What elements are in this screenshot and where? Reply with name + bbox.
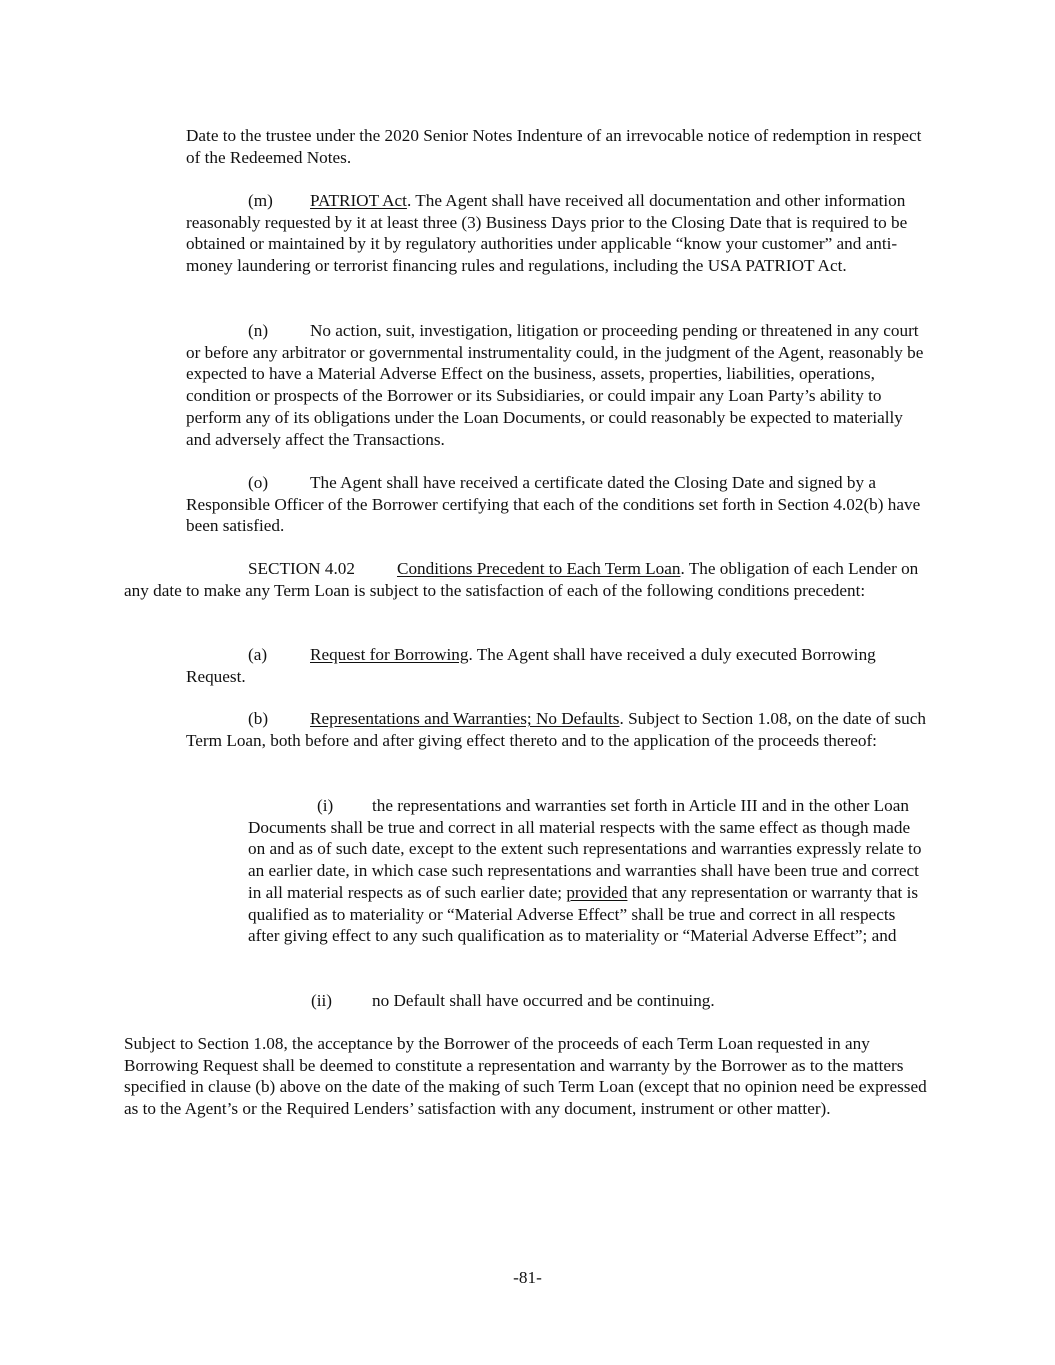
paragraph-m: (m) PATRIOT Act. The Agent shall have received all documentation and other information reasonably requested by it at least three (3) Business Days prior to the Closing Date that is required to be obtained or maintained by it by regulatory authorities under applicable “know your customer” and anti-money laundering or terrorist financing rules and regulations, including the USA PATRIOT Act. — [186, 191, 908, 276]
clause-label-i: (i) — [317, 796, 334, 815]
proviso: provided — [566, 882, 628, 902]
heading-representations-warranties: Representations and Warranties; No Defaults — [310, 709, 620, 728]
section-label: SECTION 4.02 — [248, 559, 355, 578]
subclause-i: (i) the representations and warranties set forth in Article III and in the other Loan Documents shall be true and correct in all material respects with the same effect as though made on and as of such date, except to the extent such representations and warranties expressly relate to an earlier date, in which case such representations and warranties shall have been true and correct in all material respects as of such earlier date; provided that any representation or warranty that is qualified as to materiality or “Material Adverse Effect” shall be true and correct in all respects after giving effect to any such qualification as to materiality or “Material Adverse Effect”; and — [248, 796, 922, 946]
clause-label-ii: (ii) — [311, 991, 332, 1010]
heading-request-for-borrowing: Request for Borrowing — [310, 645, 469, 664]
page-number: -81- — [513, 1268, 542, 1287]
paragraph-o: (o) The Agent shall have received a certificate dated the Closing Date and signed by a Responsible Officer of the Borrower certifying that each of the conditions set forth in Section 4.02(b) have been satisfied. — [186, 473, 921, 536]
clause-label-a: (a) — [248, 645, 268, 664]
clause-label-b: (b) — [248, 709, 269, 728]
paragraph-n: (n) No action, suit, investigation, litigation or proceeding pending or threatened in any court or before any arbitrator or governmental instrumentality could, in the judgment of the Agent, reasonably be expected to have a Material Adverse Effect on the business, assets, properties, liabilities, operations, condition or prospects of the Borrower or its Subsidiaries, or could impair any Loan Party’s ability to perform any of its obligations under the Loan Documents, or could reasonably be expected to materially and adversely affect the Transactions. — [186, 321, 924, 449]
clause-label-o: (o) — [248, 473, 269, 492]
heading-conditions-precedent: Conditions Precedent to Each Term Loan — [397, 559, 681, 578]
paragraph-b: (b) Representations and Warranties; No Defaults. Subject to Section 1.08, on the date of such Term Loan, both before and after giving effect thereto and to the application of the proceeds thereof: — [186, 709, 926, 750]
subclause-ii: (ii) no Default shall have occurred and be continuing. — [311, 991, 715, 1010]
section-4-02: SECTION 4.02 Conditions Precedent to Each Term Loan. The obligation of each Lender on any date to make any Term Loan is subject to the satisfaction of each of the following conditions precedent: — [124, 559, 919, 600]
closing-paragraph: Subject to Section 1.08, the acceptance by the Borrower of the proceeds of each Term Loan requested in any Borrowing Request shall be deemed to constitute a representation and warranty by the Borrower as to the matters specified in clause (b) above on the date of the making of such Term Loan (except that no opinion need be expressed as to the Agent’s or the Required Lenders’ satisfaction with any document, instrument or other matter). — [124, 1034, 927, 1119]
paragraph-continuation: Date to the trustee under the 2020 Senior Notes Indenture of an irrevocable notice of redemption in respect of the Redeemed Notes. — [186, 126, 922, 167]
clause-label-n: (n) — [248, 321, 269, 340]
clause-label-m: (m) — [248, 191, 273, 210]
heading-patriot-act: PATRIOT Act — [310, 191, 407, 210]
paragraph-a: (a) Request for Borrowing. The Agent shall have received a duly executed Borrowing Request. — [186, 645, 876, 686]
